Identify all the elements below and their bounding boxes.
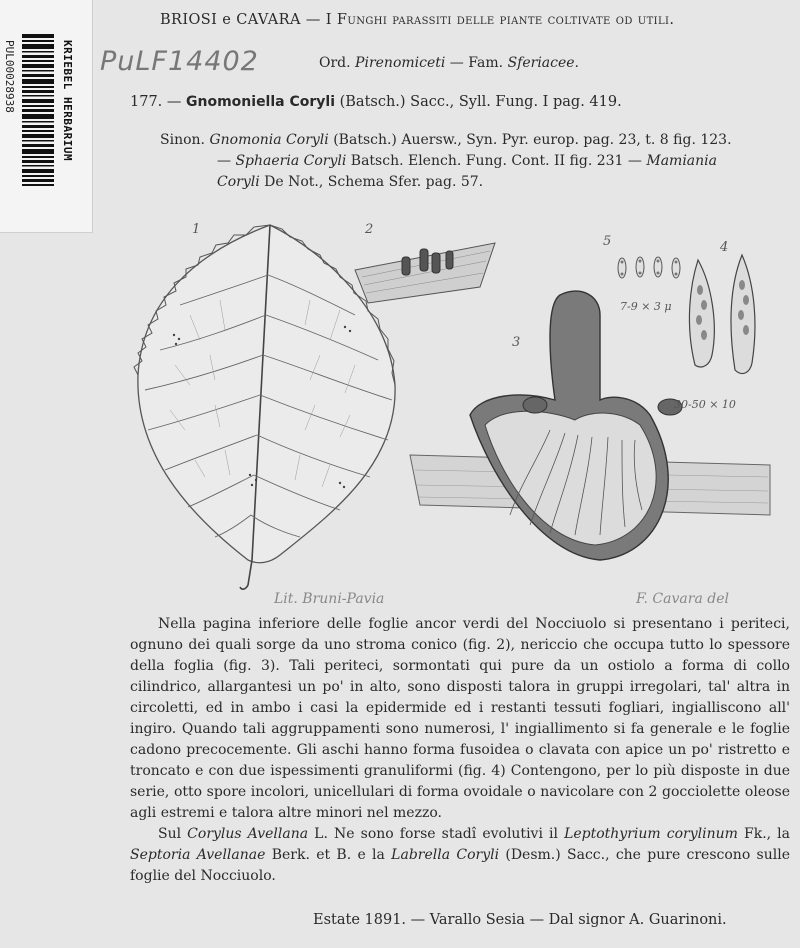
fig-label-4: 4 (720, 240, 729, 255)
description-text (130, 614, 790, 887)
specimen-code: PUL00028938 (3, 40, 16, 113)
species-heading (130, 94, 622, 110)
fig-label-1: 1 (192, 222, 201, 237)
running-title-work: I Funghi parassiti delle piante coltivate od utili. (325, 12, 675, 28)
description-paragraph-2 (130, 824, 790, 887)
ord-name: Pirenomiceti (355, 55, 446, 71)
ord-label: Ord. (319, 55, 351, 71)
synonym-3-genus: Mamiania (646, 153, 717, 169)
fig-label-3: 3 (512, 335, 521, 350)
herbarium-label (0, 0, 93, 233)
p2-text-e: (Desm.) Sacc., che pure crescono sulle foglie del Nocciuolo. (130, 847, 790, 884)
herbarium-name: KRIEBEL HERBARIUM (61, 40, 74, 162)
species-number: 177. — (130, 94, 187, 110)
collection-info: Estate 1891. — Varallo Sesia — Dal signor A. Guarinoni. (313, 912, 727, 928)
synonym-3-epithet: Coryli (217, 174, 260, 190)
description-paragraph-1: Nella pagina inferiore delle foglie ancor verdi del Nocciuolo si presentano i periteci, ognuno dei quali sorge da uno stroma conico (fig. 2), nericcio che occupa tutto lo spessore della foglia (fig. 3). Tali periteci, sormontati qui pure da un ostiolo a forma di collo cilindrico, allargantesi un po' in alto, sono disposti talora in gruppi irregolari, tal' altra in circoletti, ed in ambo i casi la epidermide ed i restanti tessuti fogliari, ingialliscono all' ingiro. Quando tali aggruppamenti sono numerosi, l' ingiallimento si fa generale e le foglie cadono precocemente. Gli aschi hanno forma fusoidea o clavata con apice un po' ristretto e troncato e con due ispessimenti granuliformi (fig. 4) Contengono, per lo più disposte in due serie, otto spore incolori, unicellulari di forma ovoidale o navicolare con 2 gocciolette oleose agli estremi e talora altre minori nel mezzo. (130, 616, 790, 821)
asci-measurement: 30-50 × 10 (674, 398, 736, 411)
artist-credit: F. Cavara del (636, 591, 729, 607)
fam-label: Fam. (468, 55, 504, 71)
synonym-line-3 (160, 172, 800, 193)
fig-label-5: 5 (603, 234, 612, 249)
spore-measurement: 7-9 × 3 μ (620, 300, 672, 313)
fig5-spores-drawing (618, 257, 680, 278)
p2-text-a: Sul (158, 826, 188, 842)
host-name: Corylus Avellana (187, 826, 309, 842)
species-name: Gnomoniella Coryli (186, 94, 335, 110)
p2-text-b: L. Ne sono forse stadî evolutivi il (308, 826, 565, 842)
synonym-3-ref: De Not., Schema Sfer. pag. 57. (259, 174, 484, 190)
running-title-authors: BRIOSI e CAVARA — (160, 12, 326, 28)
hazel-leaf-drawing (134, 225, 395, 589)
class-sep: — (445, 55, 469, 71)
handwritten-accession: PuLF14402 (100, 46, 259, 77)
classification-line (319, 55, 579, 71)
synonym-2-name: Sphaeria Coryli (235, 153, 347, 169)
fig3-perithecium-section (410, 291, 770, 560)
lithographer-credit: Lit. Bruni-Pavia (274, 591, 385, 607)
septoria-name: Septoria Avellanae (130, 847, 266, 863)
synonym-1-ref: (Batsch.) Auersw., Syn. Pyr. europ. pag. 23, t. 8 fig. 123. (328, 132, 732, 148)
fam-name: Sferiacee. (507, 55, 579, 71)
leptothyrium-name: Leptothyrium corylinum (564, 826, 738, 842)
synonyms-block (160, 130, 800, 193)
synonym-1-name: Gnomonia Coryli (209, 132, 329, 148)
fig2-stroma-drawing (355, 243, 495, 303)
species-authority: (Batsch.) Sacc., Syll. Fung. I pag. 419. (335, 94, 622, 110)
running-title (160, 12, 674, 28)
synonym-label: Sinon. (160, 132, 210, 148)
fig4-asci-drawing (689, 255, 755, 374)
synonym-2-ref: Batsch. Elench. Fung. Cont. II fig. 231 — (346, 153, 647, 169)
labrella-name: Labrella Coryli (391, 847, 500, 863)
synonym-line-2 (160, 151, 800, 172)
barcode (22, 34, 54, 186)
p2-text-c: Fk., la (737, 826, 791, 842)
synonym-2-prefix: — (217, 153, 236, 169)
synonym-line-1 (160, 132, 732, 148)
p2-text-d: Berk. et B. e la (265, 847, 392, 863)
fig-label-2: 2 (365, 222, 374, 237)
botanical-plate (130, 215, 780, 615)
